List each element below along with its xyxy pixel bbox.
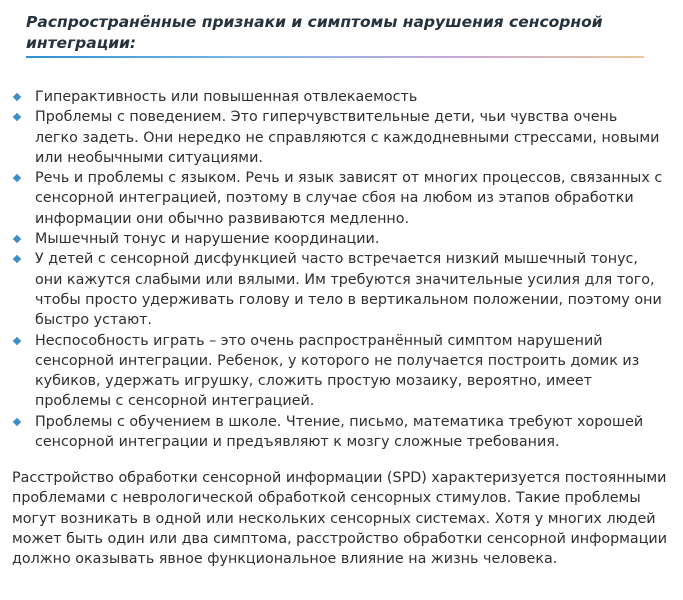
- summary-paragraph: Расстройство обработки сенсорной информации (SPD) характеризуется постоянными проблемами с неврологической обработкой сенсорных стимулов. Такие проблемы могут возникать в одной или нескольких сенсорных системах. Хотя у многих людей может быть один или два симптома, расстройство обработки сенсорной информации должно оказывать явное функциональное влияние на жизнь человека.: [12, 470, 668, 568]
- list-item-text: Проблемы с обучением в школе. Чтение, письмо, математика требуют хорошей сенсорной интеграции и предъявляют к мозгу сложные требования.: [35, 413, 644, 451]
- heading-underline: [26, 56, 644, 58]
- diamond-bullet-icon: [13, 418, 21, 426]
- list-item: [14, 229, 664, 249]
- list-item: [14, 168, 664, 229]
- list-item-text: Гиперактивность или повышенная отвлекаемость: [35, 89, 418, 105]
- list-item-text: Неспособность играть – это очень распространённый симптом нарушений сенсорной интеграции. Ребенок, у которого не получается построить домик из кубиков, удержать игрушку, сложить простую мозаику, вероятно, имеет проблемы с сенсорной интеграцией.: [35, 332, 640, 410]
- list-item: [14, 412, 664, 453]
- section-heading: Распространённые признаки и симптомы нарушения сенсорной интеграции:: [26, 13, 603, 52]
- list-item: [14, 87, 664, 107]
- list-item: [14, 249, 664, 330]
- list-item: [14, 107, 664, 168]
- list-item: [14, 331, 664, 412]
- diamond-bullet-icon: [13, 174, 21, 182]
- list-item-text: У детей с сенсорной дисфункцией часто встречается низкий мышечный тонус, они кажутся слабыми или вялыми. Им требуются значительные усилия для того, чтобы просто удерживать голову и тело в вертикальном положении, поэтому они быстро устают.: [35, 251, 662, 329]
- diamond-bullet-icon: [13, 93, 21, 101]
- symptom-list: [14, 87, 664, 452]
- diamond-bullet-icon: [13, 336, 21, 344]
- diamond-bullet-icon: [13, 255, 21, 263]
- list-item-text: Мышечный тонус и нарушение координации.: [35, 231, 380, 248]
- list-item-text: Проблемы с поведением. Это гиперчувствительные дети, чьи чувства очень легко задеть. Они нередко не справляются с каждодневными стрессами, новыми или необычными ситуациями.: [35, 109, 660, 166]
- list-item-text: Речь и проблемы с языком. Речь и язык зависят от многих процессов, связанных с сенсорной интеграцией, поэтому в случае сбоя на любом из этапов обработки информации они обычно развиваются медленно.: [35, 170, 663, 227]
- diamond-bullet-icon: [13, 113, 21, 121]
- diamond-bullet-icon: [13, 235, 21, 243]
